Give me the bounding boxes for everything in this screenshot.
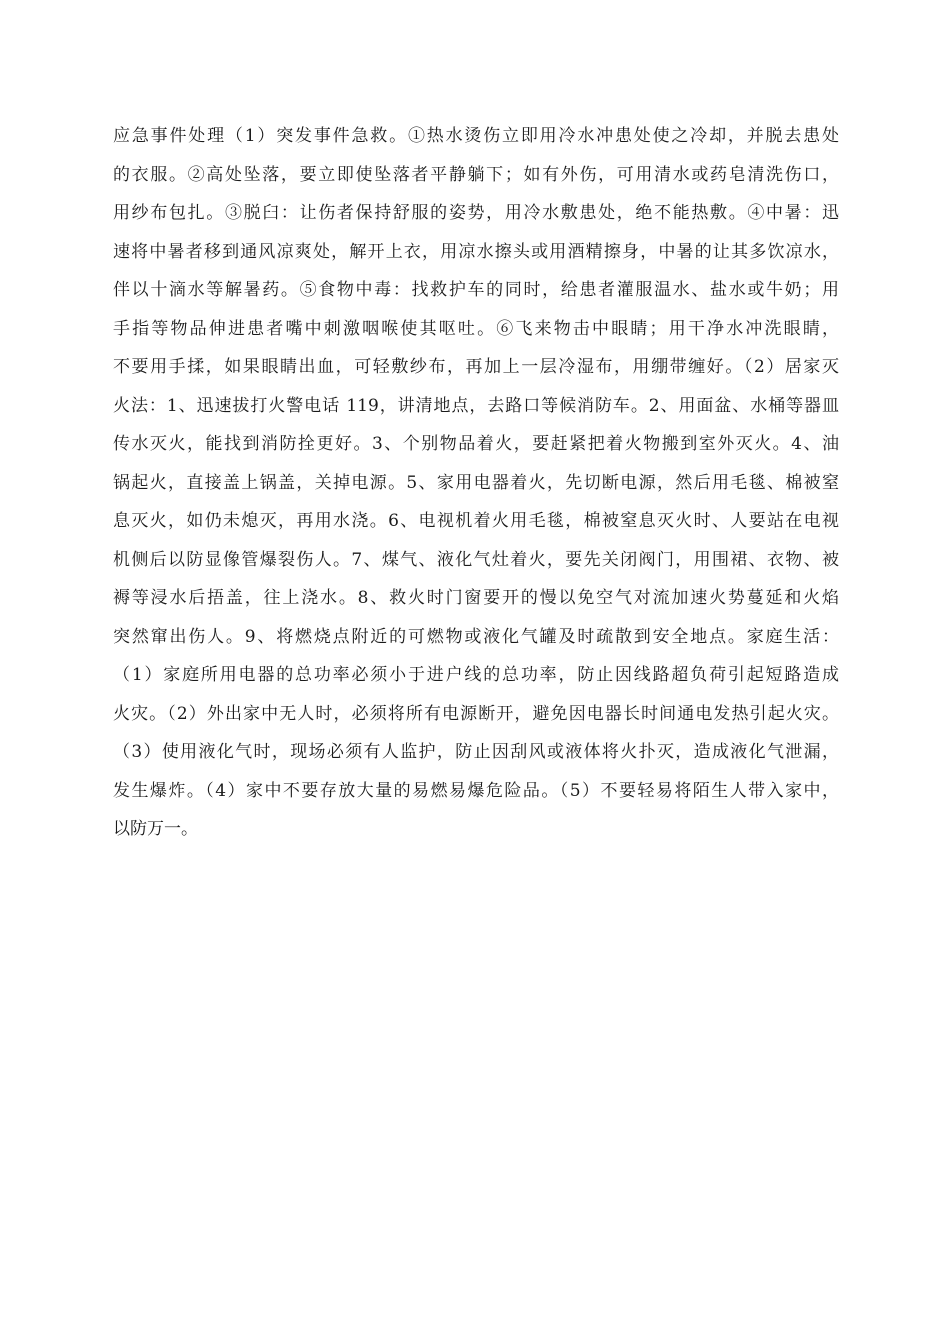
body-paragraph <box>113 117 839 849</box>
text-line: 伴以十滴水等解暑药。⑤食物中毒：找救护车的同时，给患者灌服温水、盐水或牛奶；用 <box>113 280 839 300</box>
text-line: 传水灭火，能找到消防拴更好。3、个别物品着火，要赶紧把着火物搬到室外灭火。4、油 <box>113 434 839 454</box>
text-line: 用纱布包扎。③脱臼：让伤者保持舒服的姿势，用冷水敷患处，绝不能热敷。④中暑：迅 <box>113 203 839 223</box>
text-line: 息灭火，如仍未熄灭，再用水浇。6、电视机着火用毛毯，棉被窒息灭火时、人要站在电视 <box>113 511 839 531</box>
text-line: 的衣服。②高处坠落，要立即使坠落者平静躺下；如有外伤，可用清水或药皂清洗伤口， <box>113 164 839 185</box>
text-line: 发生爆炸。（4）家中不要存放大量的易燃易爆危险品。（5）不要轻易将陌生人带入家中， <box>113 780 839 801</box>
text-line-last: 以防万一。 <box>113 819 198 839</box>
text-line: 手指等物品伸进患者嘴中刺激咽喉使其呕吐。⑥飞来物击中眼睛；用干净水冲洗眼睛， <box>113 318 839 339</box>
text-line: 火灾。（2）外出家中无人时，必须将所有电源断开，避免因电器长时间通电发热引起火灾。 <box>113 703 839 724</box>
text-line: 应急事件处理（1）突发事件急救。①热水烫伤立即用冷水冲患处使之冷却，并脱去患处 <box>113 126 839 146</box>
text-line: 锅起火，直接盖上锅盖，关掉电源。5、家用电器着火，先切断电源，然后用毛毯、棉被窒 <box>113 472 839 493</box>
text-line: 突然窜出伤人。9、将燃烧点附近的可燃物或液化气罐及时疏散到安全地点。家庭生活： <box>113 626 839 647</box>
text-line: 机侧后以防显像管爆裂伤人。7、煤气、液化气灶着火，要先关闭阀门，用围裙、衣物、被 <box>113 549 839 570</box>
text-line: 不要用手揉，如果眼睛出血，可轻敷纱布，再加上一层冷湿布，用绷带缠好。（2）居家灭 <box>113 357 839 377</box>
text-line: （3）使用液化气时，现场必须有人监护，防止因刮风或液体将火扑灭，造成液化气泄漏， <box>113 742 839 762</box>
text-line: 速将中暑者移到通风凉爽处，解开上衣，用凉水擦头或用酒精擦身，中暑的让其多饮凉水， <box>113 241 839 262</box>
text-line: 火法：1、迅速拔打火警电话 119，讲清地点，去路口等候消防车。2、用面盆、水桶等器皿 <box>113 395 839 416</box>
text-line: 褥等浸水后捂盖，往上浇水。8、救火时门窗要开的慢以免空气对流加速火势蔓延和火焰 <box>113 588 839 608</box>
text-line: （1）家庭所用电器的总功率必须小于进户线的总功率，防止因线路超负荷引起短路造成 <box>113 665 839 685</box>
